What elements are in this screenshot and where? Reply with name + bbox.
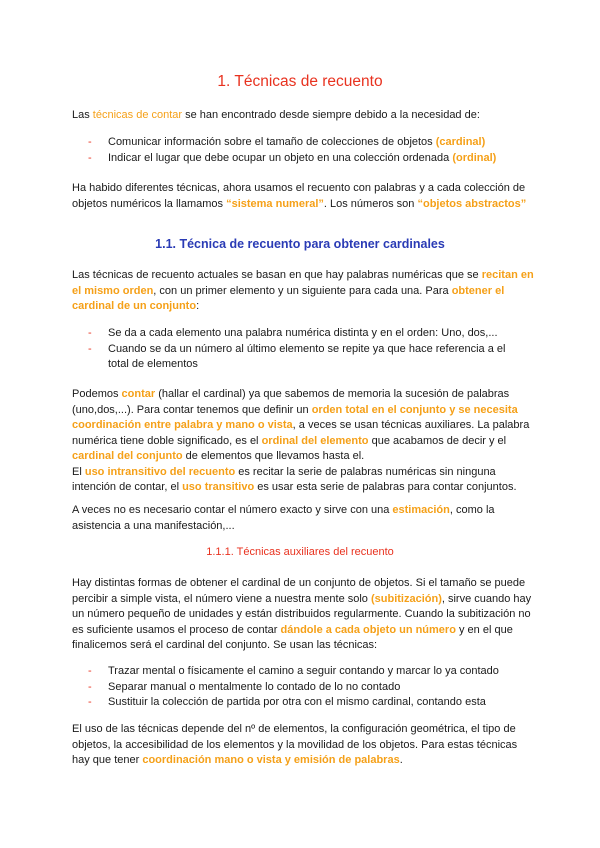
text: es usar esta serie de palabras para contar conjuntos.	[254, 481, 517, 493]
list-techniques	[88, 664, 528, 711]
text: es recitar la serie de palabras numéricas sin ninguna intención de contar, el	[72, 465, 496, 493]
text: Trazar mental o físicamente el camino a seguir contando y marcar lo ya contado	[108, 665, 499, 677]
dash-bullet: -	[88, 327, 92, 339]
list-needs	[88, 135, 528, 166]
text: .	[399, 754, 403, 766]
text: , sirve cuando hay un número pequeño de unidades y están distribuidos regularmente. Cuando la subitización no es suficiente usamos el proceso de contar	[72, 592, 532, 636]
paragraph-estimacion	[72, 503, 534, 534]
highlight: orden total en el conjunto y se necesita coordinación entre palabra y mano o vista	[72, 403, 518, 431]
highlight: (cardinal)	[435, 136, 486, 148]
text: , con un primer elemento y un siguiente para cada una. Para	[153, 284, 452, 297]
section-heading: 1. Técnicas de recuento	[217, 73, 383, 90]
text: y en el que finalicemos será el cardinal del conjunto. Se usan las técnicas:	[72, 623, 513, 651]
text: que acabamos de decir y el	[368, 434, 507, 447]
dash-bullet: -	[88, 665, 92, 677]
dash-bullet: -	[88, 680, 92, 693]
dash-bullet: -	[88, 151, 92, 164]
highlight: estimación	[392, 504, 450, 516]
dash-bullet: -	[88, 136, 92, 148]
list-item	[88, 342, 528, 373]
list-item	[88, 135, 528, 151]
text: Ha habido diferentes técnicas, ahora usamos el recuento con palabras y a cada colección de objetos numéricos la llamamos	[72, 182, 526, 210]
dash-bullet: -	[88, 696, 92, 708]
text: se han encontrado desde siempre debido a la necesidad de:	[182, 109, 480, 121]
highlight: cardinal del conjunto	[72, 450, 183, 462]
subsection-heading: 1.1. Técnica de recuento para obtener cardinales	[155, 237, 445, 251]
text: , a veces se usan técnicas auxiliares. La palabra numérica tiene doble significado, es el	[72, 419, 530, 447]
text: Separar manual o mentalmente lo contado de lo no contado	[108, 680, 401, 693]
highlight: uso transitivo	[182, 481, 255, 493]
list-item	[88, 664, 528, 680]
paragraph-conclusion	[72, 722, 534, 769]
text: . Los números son	[323, 197, 418, 210]
paragraph-intro	[72, 108, 534, 124]
paragraph-subitizacion	[72, 576, 534, 654]
text: Las	[72, 109, 93, 121]
text: (hallar el cardinal) ya que sabemos de memoria la sucesión de palabras (uno,dos,...). Para contar tenemos que definir un	[72, 388, 510, 416]
list-rules	[88, 326, 528, 373]
text: Las técnicas de recuento actuales se basan en que hay palabras numéricas que se	[72, 269, 482, 281]
text: Podemos	[72, 388, 122, 400]
text: Indicar el lugar que debe ocupar un objeto en una colección ordenada	[108, 151, 453, 164]
highlight: uso intransitivo del recuento	[84, 465, 236, 478]
highlight: (subitización)	[370, 592, 442, 605]
paragraph-contar	[72, 387, 534, 496]
list-item	[88, 151, 528, 167]
text: El uso de las técnicas depende del nº de elementos, la configuración geométrica, el tipo de objetos, la accesibilidad de los elementos y la movilidad de los objetos. Para estas técnicas hay que tener	[72, 723, 518, 766]
text: Cuando se da un número al último elemento se repite ya que hace referencia a el total de elementos	[108, 342, 506, 370]
list-item	[88, 326, 528, 342]
text: Sustituir la colección de partida por otra con el mismo cardinal, contando esta	[108, 696, 486, 708]
highlight: “objetos abstractos”	[417, 197, 527, 210]
highlight: obtener el cardinal de un conjunto	[72, 284, 505, 312]
text: Hay distintas formas de obtener el cardinal de un conjunto de objetos. Si el tamaño se puede percibir a simple vista, el número viene a nuestra mente solo	[72, 577, 526, 605]
text: , como la asistencia a una manifestación,...	[72, 504, 495, 532]
dash-bullet: -	[88, 342, 92, 355]
list-item	[88, 695, 528, 711]
highlight: contar	[121, 388, 156, 400]
text: A veces no es necesario contar el número exacto y sirve con una	[72, 504, 393, 516]
highlight: dándole a cada objeto un número	[280, 623, 456, 636]
highlight: (ordinal)	[452, 151, 497, 164]
highlight: “sistema numeral”	[226, 197, 324, 210]
paragraph-recuento	[72, 268, 534, 315]
subsubsection-heading: 1.1.1. Técnicas auxiliares del recuento	[206, 546, 394, 558]
list-item	[88, 680, 528, 696]
highlight: coordinación mano o vista y emisión de palabras	[142, 754, 400, 766]
highlight: técnicas de contar	[92, 109, 183, 121]
text: El	[72, 465, 85, 478]
text: Se da a cada elemento una palabra numérica distinta y en el orden: Uno, dos,...	[108, 327, 498, 339]
highlight: recitan en el mismo orden	[72, 269, 534, 297]
paragraph-numeral	[72, 181, 534, 212]
text: Comunicar información sobre el tamaño de colecciones de objetos	[108, 136, 436, 148]
highlight: ordinal del elemento	[261, 434, 369, 447]
text: :	[196, 300, 200, 312]
text: de elementos que llevamos hasta el.	[182, 450, 365, 462]
